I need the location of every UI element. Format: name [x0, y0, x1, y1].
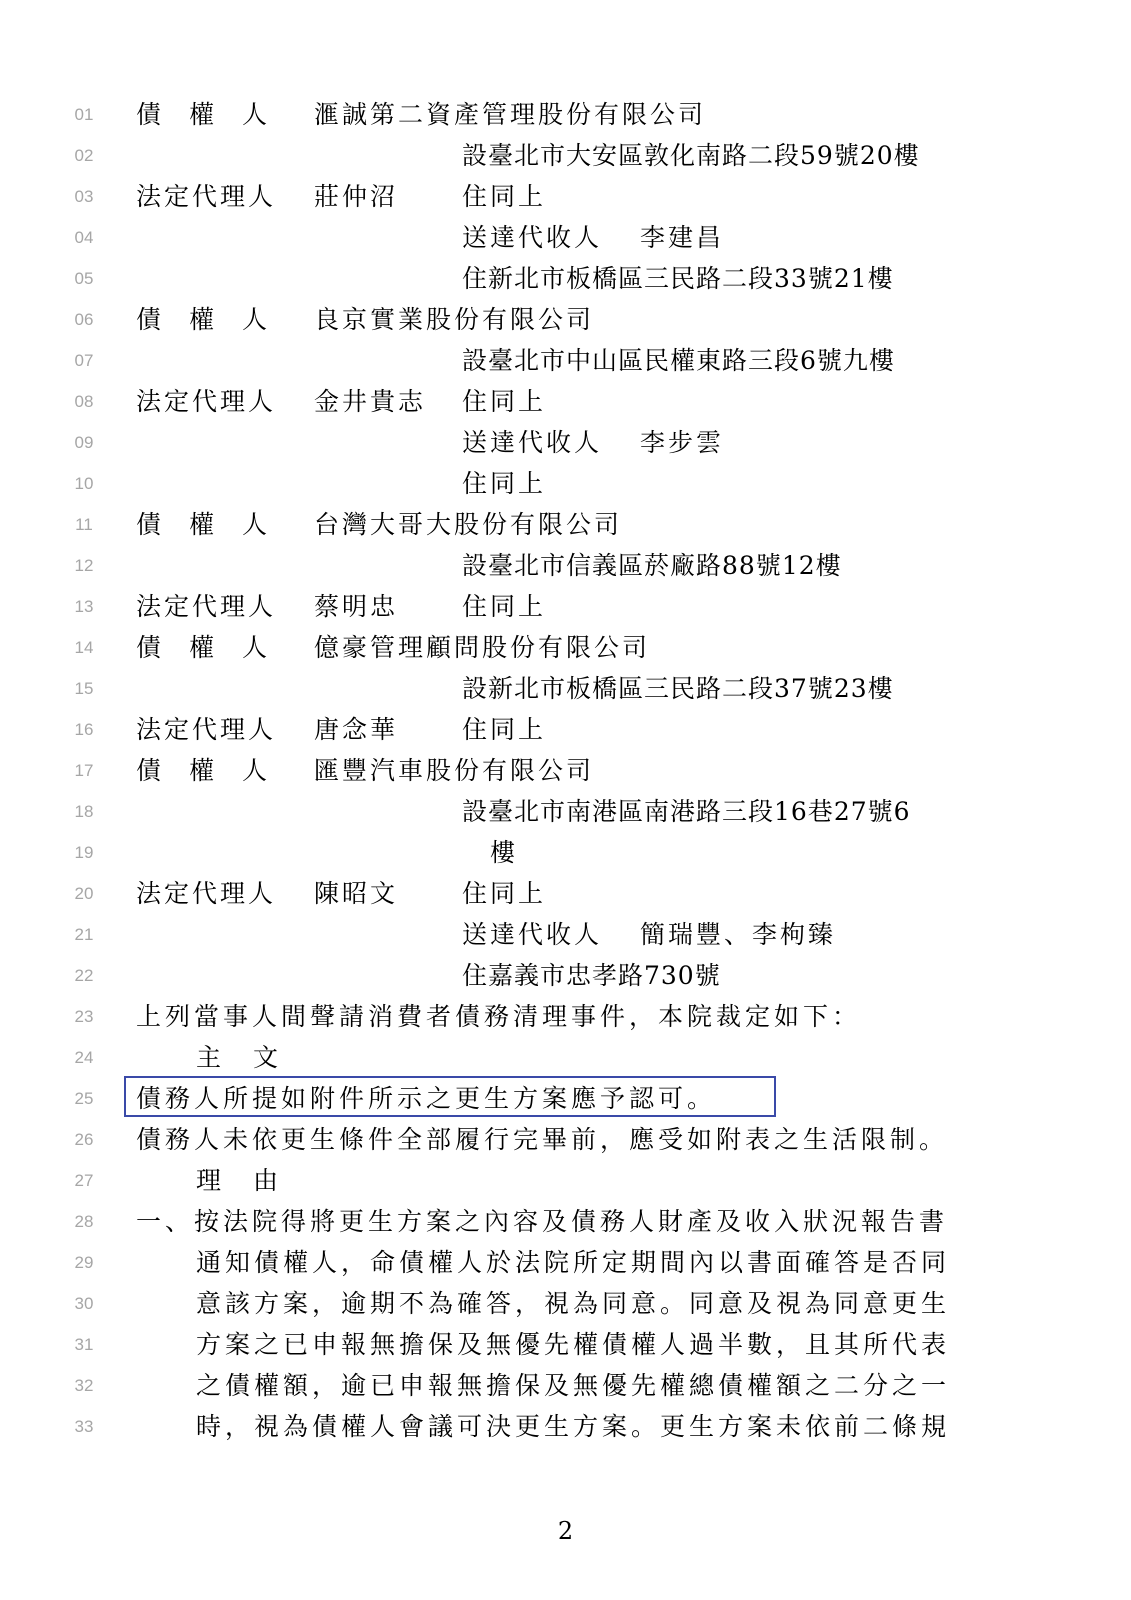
party-name: 唐念華 [314, 715, 399, 744]
party-role: 債權人 [136, 305, 296, 334]
party-role: 法定代理人 [136, 592, 277, 621]
party-name: 金井貴志 [314, 387, 427, 416]
party-role: 法定代理人 [136, 715, 277, 744]
line-number: 23 [74, 1007, 94, 1026]
party-address: 住同上 [462, 879, 547, 908]
reason-line: 時，視為債權人會議可決更生方案。更生方案未依前二條規 [196, 1412, 951, 1441]
party-name: 億豪管理顧問股份有限公司 [314, 633, 651, 662]
line-number: 02 [74, 146, 94, 165]
line-number: 05 [74, 269, 94, 288]
agent-label: 送達代收人 [462, 223, 603, 252]
line-number: 25 [74, 1089, 94, 1108]
agent-name: 簡瑞豐、李枸臻 [640, 920, 837, 949]
party-role: 法定代理人 [136, 182, 277, 211]
line-number: 06 [74, 310, 94, 329]
party-role: 法定代理人 [136, 387, 277, 416]
line-number: 14 [74, 638, 94, 657]
party-name: 莊仲沼 [314, 182, 399, 211]
party-address: 住同上 [462, 715, 547, 744]
reason-line: 意該方案，逾期不為確答，視為同意。同意及視為同意更生 [196, 1289, 951, 1318]
line-number: 01 [74, 105, 94, 124]
line-number: 09 [74, 433, 94, 452]
agent-address: 住嘉義市忠孝路730號 [462, 961, 721, 990]
party-role: 債權人 [136, 756, 296, 785]
party-address: 住同上 [462, 182, 547, 211]
line-number: 24 [74, 1048, 94, 1067]
reason-line: 方案之已申報無擔保及無優先權債權人過半數，且其所代表 [196, 1330, 951, 1359]
line-number: 15 [74, 679, 94, 698]
party-role: 債權人 [136, 633, 296, 662]
agent-name: 李建昌 [640, 223, 725, 252]
party-address: 住同上 [462, 592, 547, 621]
intro-text: 上列當事人間聲請消費者債務清理事件，本院裁定如下： [136, 1002, 862, 1031]
party-role: 債權人 [136, 510, 296, 539]
line-number: 03 [74, 187, 94, 206]
party-name: 陳昭文 [314, 879, 399, 908]
party-name: 滙誠第二資產管理股份有限公司 [314, 100, 707, 129]
reason-line: 一、按法院得將更生方案之內容及債務人財產及收入狀況報告書 [136, 1207, 949, 1236]
line-number: 19 [74, 843, 94, 862]
agent-label: 送達代收人 [462, 920, 603, 949]
party-role: 債權人 [136, 100, 296, 129]
party-address: 設臺北市大安區敦化南路二段59號20樓 [462, 141, 920, 170]
party-address: 設臺北市中山區民權東路三段6號九樓 [462, 346, 895, 375]
line-number: 13 [74, 597, 94, 616]
agent-label: 送達代收人 [462, 428, 603, 457]
party-name: 蔡明忠 [314, 592, 399, 621]
line-number: 21 [74, 925, 94, 944]
agent-address: 住新北市板橋區三民路二段33號21樓 [462, 264, 894, 293]
line-number: 12 [74, 556, 94, 575]
line-number: 28 [74, 1212, 94, 1231]
line-number: 20 [74, 884, 94, 903]
line-number: 04 [74, 228, 94, 247]
line-number: 26 [74, 1130, 94, 1149]
party-address-continued: 樓 [490, 838, 519, 867]
reason-line: 通知債權人，命債權人於法院所定期間內以書面確答是否同 [196, 1248, 951, 1277]
line-number: 32 [74, 1376, 94, 1395]
line-number: 07 [74, 351, 94, 370]
line-number: 18 [74, 802, 94, 821]
main-heading: 主文 [196, 1043, 311, 1072]
party-address: 設新北市板橋區三民路二段37號23樓 [462, 674, 894, 703]
reason-line: 之債權額，逾已申報無擔保及無優先權總債權額之二分之一 [196, 1371, 951, 1400]
reason-heading: 理由 [196, 1166, 311, 1195]
line-number: 27 [74, 1171, 94, 1190]
party-address: 住同上 [462, 387, 547, 416]
party-address: 設臺北市南港區南港路三段16巷27號6 [462, 797, 911, 826]
party-role: 法定代理人 [136, 879, 277, 908]
agent-address: 住同上 [462, 469, 547, 498]
line-number: 33 [74, 1417, 94, 1436]
line-number: 30 [74, 1294, 94, 1313]
main-text-1: 債務人所提如附件所示之更生方案應予認可。 [136, 1084, 717, 1113]
page-number: 2 [557, 1517, 574, 1545]
main-text-2: 債務人未依更生條件全部履行完畢前，應受如附表之生活限制。 [136, 1125, 949, 1154]
party-name: 台灣大哥大股份有限公司 [314, 510, 623, 539]
party-name: 良京實業股份有限公司 [314, 305, 595, 334]
party-address: 設臺北市信義區菸廠路88號12樓 [462, 551, 842, 580]
line-number: 08 [74, 392, 94, 411]
line-number: 10 [74, 474, 94, 493]
line-number: 29 [74, 1253, 94, 1272]
party-name: 匯豐汽車股份有限公司 [314, 756, 595, 785]
line-number: 31 [74, 1335, 94, 1354]
agent-name: 李步雲 [640, 428, 725, 457]
line-number: 11 [75, 515, 93, 534]
line-number: 17 [74, 761, 94, 780]
line-number: 16 [74, 720, 94, 739]
line-number: 22 [74, 966, 94, 985]
